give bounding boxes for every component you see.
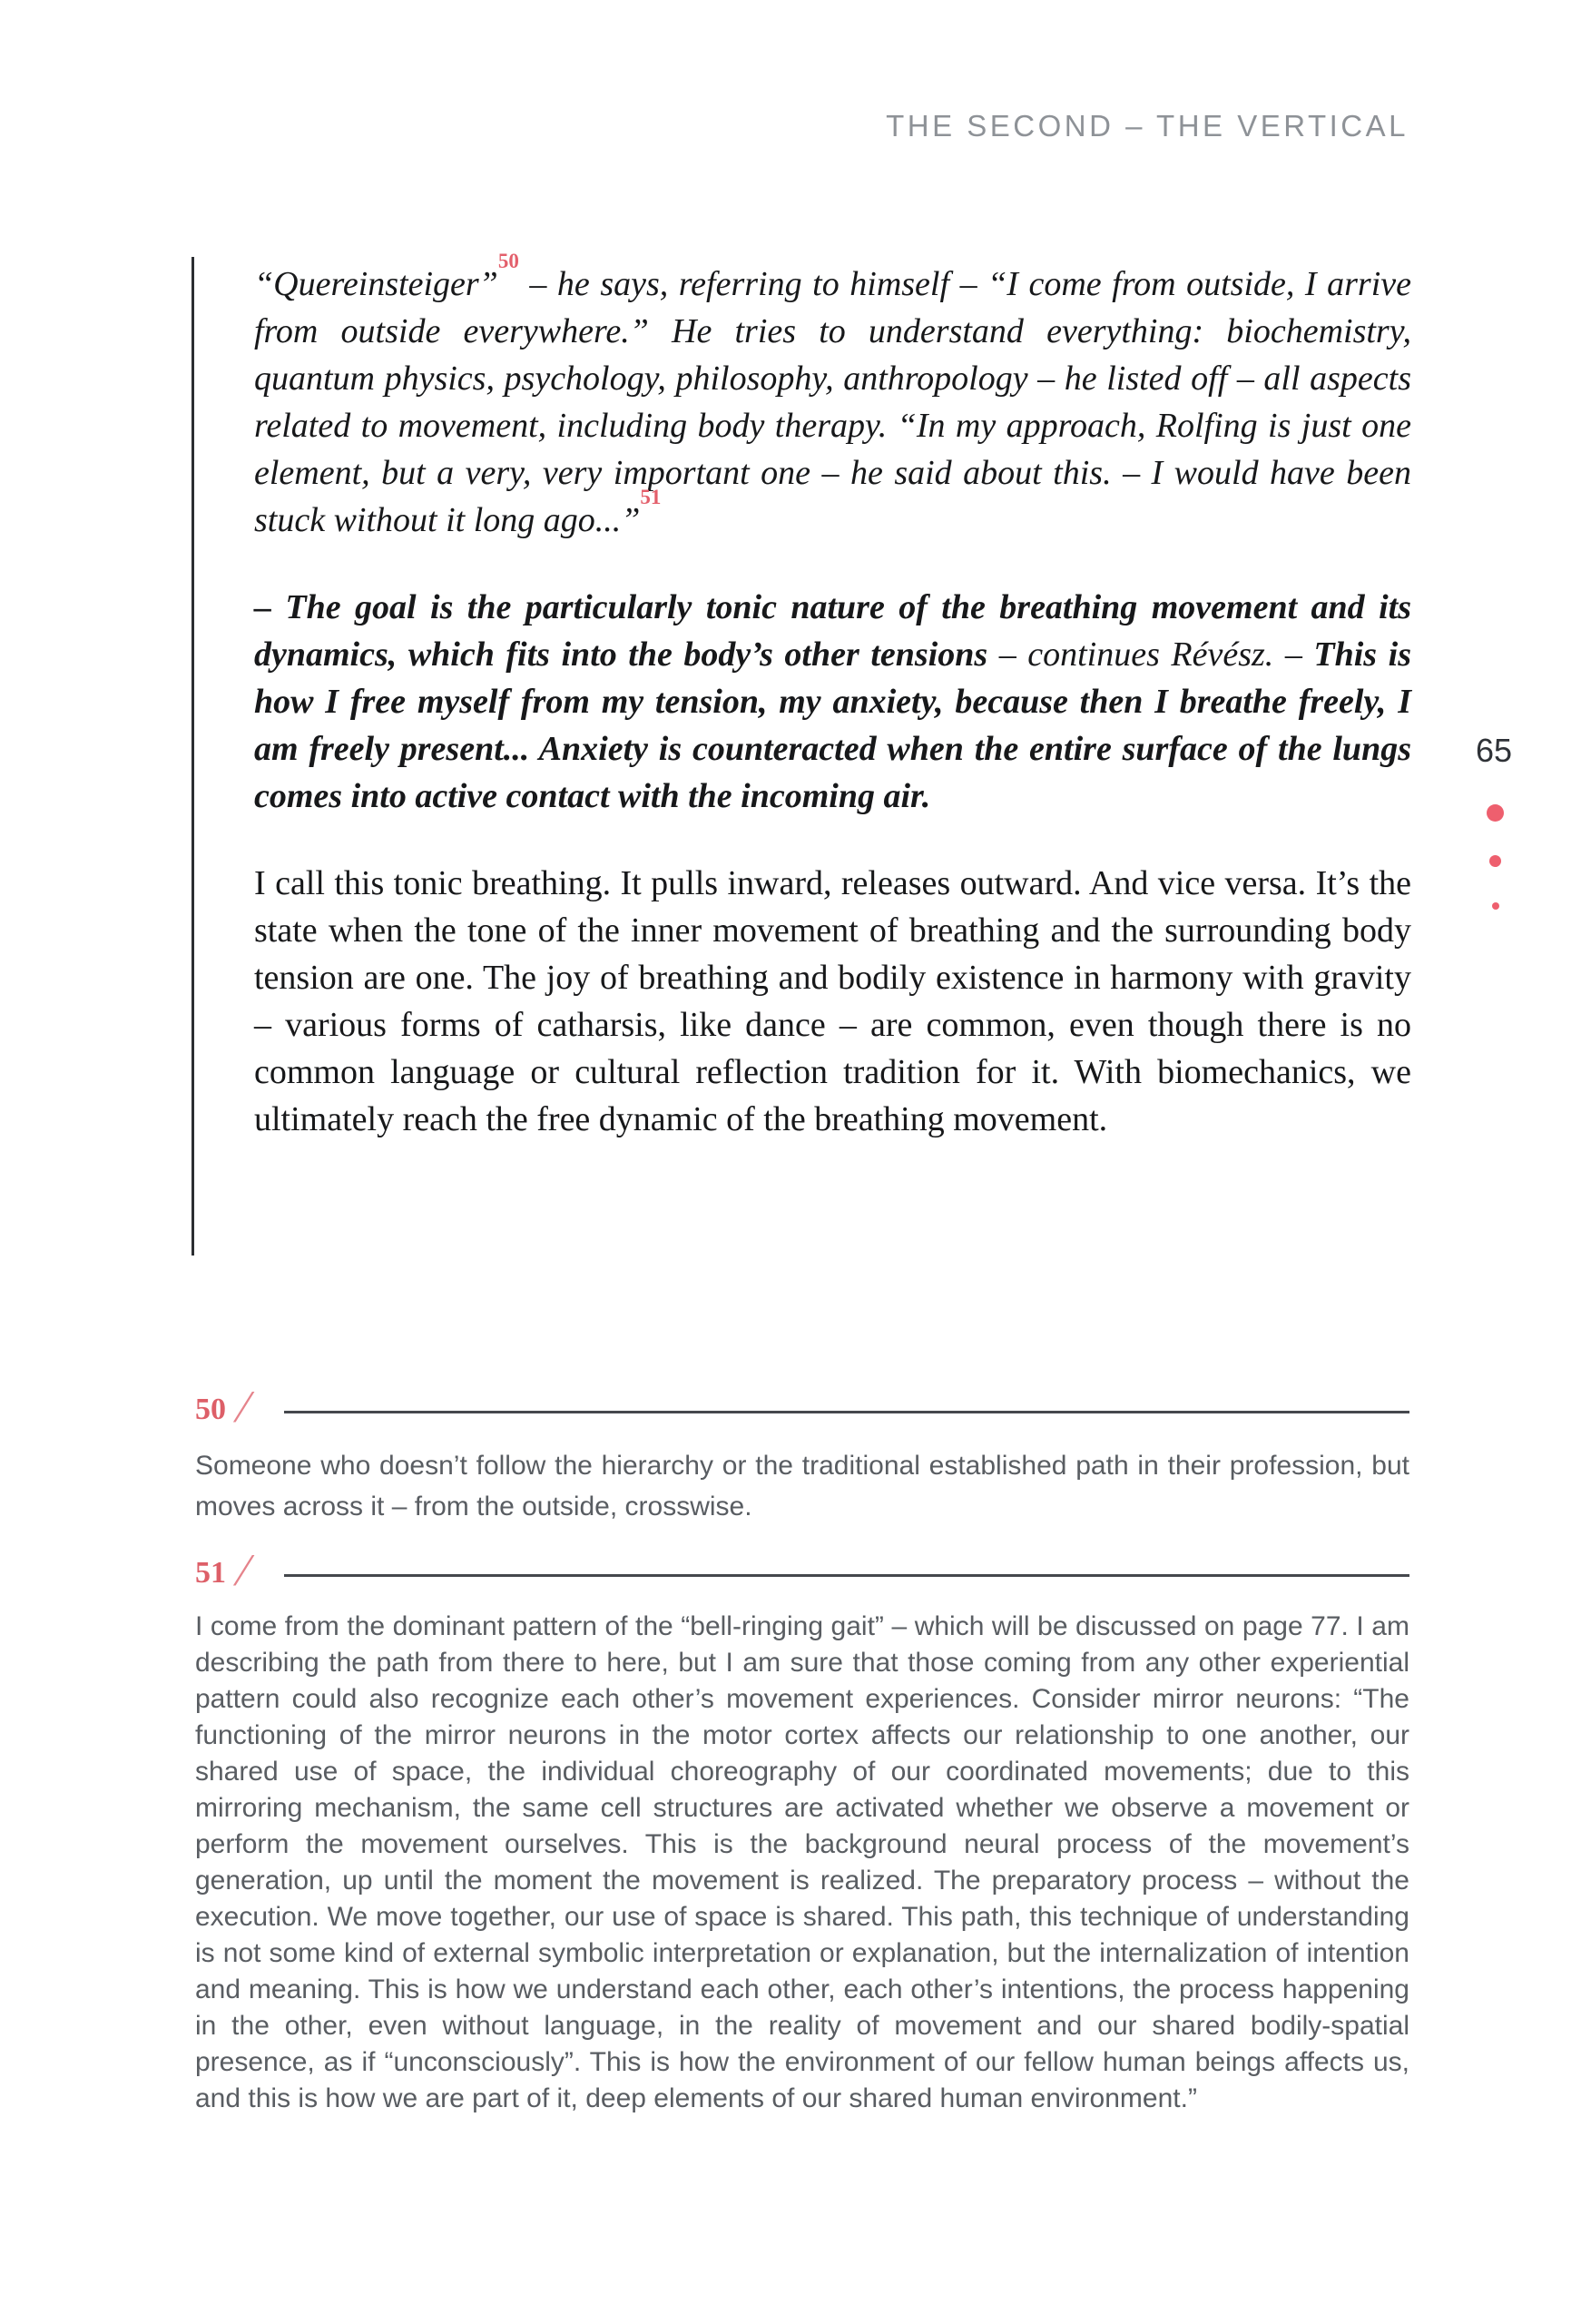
running-header: THE SECOND – THE VERTICAL [886, 109, 1409, 143]
margin-dot-medium-icon [1489, 855, 1501, 867]
footnote-51 [195, 1544, 1409, 2117]
footnote-ref-50: 50 [497, 250, 519, 273]
margin-dot-large-icon [1487, 804, 1504, 822]
quote-paragraph-1 [254, 250, 1411, 544]
quote-paragraph-3: I call this tonic breathing. It pulls inward, releases outward. And vice versa. It’s the state when the tone of the inner movement of breathing and the surrounding body tension are one. The joy of breathing and bodily existence in harmony with gravity – various forms of catharsis, like dance – are common, even though there is no common language or cultural reflection tradition for it. With biomechanics, we ultimately reach the free dynamic of the breathing movement. [254, 864, 1411, 1138]
quote-1-body: – he says, referring to himself – “I come from outside, I arrive from outside everywhere.” He tries to understand everything: biochemistry, quantum physics, psychology, philosophy, anthropology – he listed off – all aspects related to movement, including body therapy. “In my approach, Rolfing is just one element, but a very, very important one – he said about this. – I would have been stuck without it long ago...” [254, 265, 1411, 539]
quote-1-lead: “Quereinsteiger” [254, 265, 498, 303]
footnote-51-rule [284, 1574, 1409, 1577]
page-number: 65 [1476, 732, 1513, 769]
footnote-50-number: 50 [195, 1393, 226, 1426]
quote-block [191, 250, 1411, 1256]
margin-dot-small-icon [1492, 902, 1499, 910]
slash-divider-icon: / [234, 1381, 252, 1432]
quote-2-bold-tail: This is how I free myself from my tension, my anxiety, because then I breathe freely, I am freely present... Anxiety is counteracted when the entire surface of the lungs comes into active contact with the incoming air. [254, 635, 1411, 815]
footnote-50-header [195, 1381, 1409, 1434]
footnote-50-rule [284, 1411, 1409, 1413]
quote-2-bold-lead: – The goal is the particularly tonic nature of the breathing movement and its dynamics, which fits into the body’s other tensions [254, 588, 1411, 674]
footnote-51-header [195, 1544, 1409, 1598]
footnote-50 [195, 1381, 1409, 1527]
footnote-ref-51: 51 [640, 486, 662, 509]
footnote-50-text: Someone who doesn’t follow the hierarchy or the traditional established path in their profession, but moves across it – from the outside, crosswise. [195, 1451, 1409, 1521]
footnote-51-number: 51 [195, 1556, 226, 1590]
quote-paragraph-2 [254, 584, 1411, 820]
footnote-51-text: I come from the dominant pattern of the “bell-ringing gait” – which will be discussed on page 77. I am describing the path from there to here, but I am sure that those coming from any other experiential pattern could also recognize each other’s movement experiences. Consider mirror neurons: “The functioning of the mirror neurons in the motor cortex affects our relationship to one another, our shared use of space, the individual choreography of our coordinated movements; due to this mirroring mechanism, the same cell structures are activated whether we observe a movement or perform the movement ourselves. This is the background neural process of the movement’s generation, up until the moment the movement is realized. The preparatory process – without the execution. We move together, our use of space is shared. This path, this technique of understanding is not some kind of external symbolic interpretation or explanation, but the internalization of intention and meaning. This is how we understand each other, each other’s intentions, the process happening in the other, even without language, in the reality of movement and our shared bodily-spatial presence, as if “unconsciously”. This is how the environment of our fellow human beings affects us, and this is how we are part of it, deep elements of our shared human environment.” [195, 1611, 1409, 2113]
footnotes-section [195, 1381, 1409, 2117]
quote-2-attribution: – continues Révész. – [987, 635, 1314, 674]
slash-divider-icon: / [234, 1544, 252, 1595]
